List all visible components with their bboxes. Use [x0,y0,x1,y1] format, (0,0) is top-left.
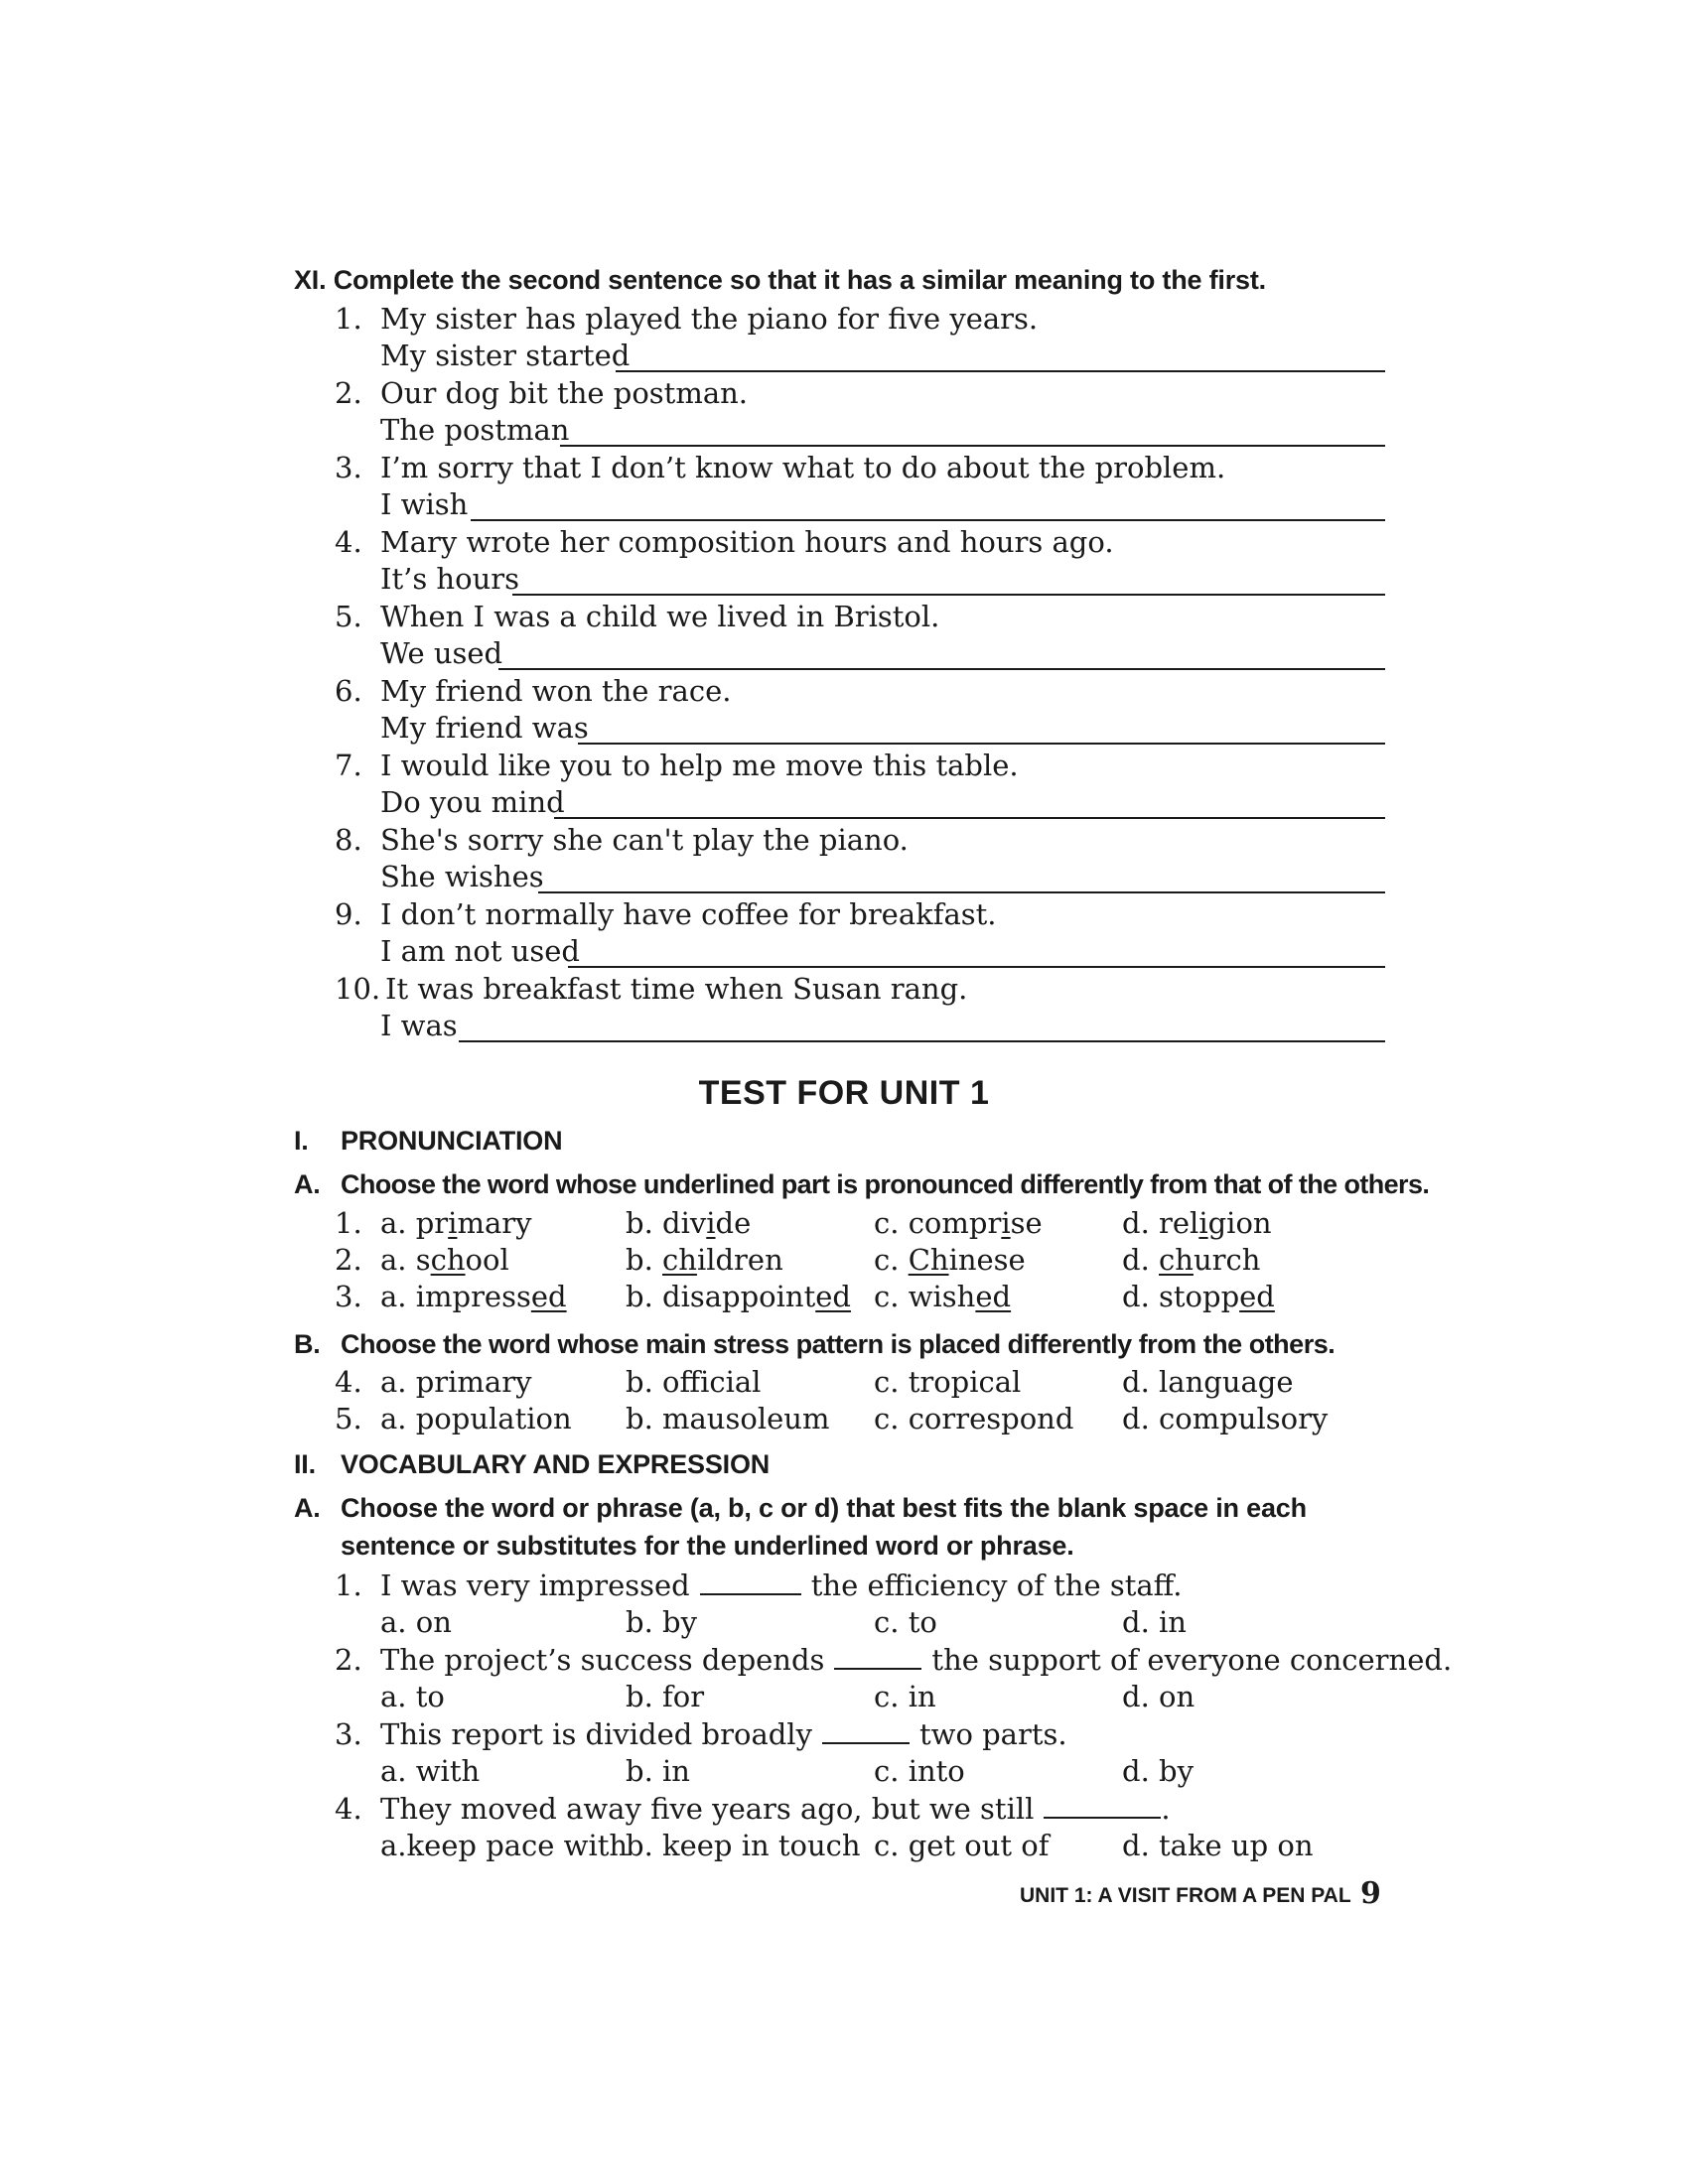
item-number: 2. [335,1243,362,1277]
item-number: 1. [335,302,362,336]
test-title: TEST FOR UNIT 1 [698,1074,990,1112]
answer-option[interactable] [380,1206,532,1240]
item-number: 5. [335,600,362,633]
answer-blank[interactable] [498,668,1385,670]
option-letter: c. [874,1206,900,1240]
answer-option[interactable] [874,1754,965,1788]
option-word: in [662,1754,690,1788]
option-letter: a. [380,1280,407,1313]
footer-unit-label: UNIT 1: A VISIT FROM A PEN PAL [1020,1884,1351,1907]
item-sentence: Our dog bit the postman. [380,376,749,410]
option-word: keep in touch [662,1829,861,1862]
item-prompt: We used [380,636,503,670]
underlined-part: ed [815,1280,851,1313]
answer-option[interactable] [380,1605,452,1639]
page-number: 9 [1360,1876,1381,1911]
answer-option[interactable] [380,1754,480,1788]
option-letter: d. [1122,1365,1150,1399]
item-number: 5. [335,1402,362,1435]
option-word: compulsory [1159,1402,1329,1435]
section-number: I. [294,1126,309,1156]
item-sentence: I’m sorry that I don’t know what to do about the problem. [380,451,1226,484]
item-prompt: It’s hours [380,562,519,596]
item-number: 3. [335,1717,362,1751]
item-sentence: It was breakfast time when Susan rang. [385,972,968,1006]
answer-option[interactable] [380,1243,509,1277]
option-letter: b. [626,1829,653,1862]
option-letter: c. [874,1680,900,1713]
answer-option[interactable] [874,1280,1011,1313]
sentence-before: This report is divided broadly [380,1717,812,1751]
answer-option[interactable] [1122,1680,1195,1713]
option-letter: d. [1122,1680,1150,1713]
answer-option[interactable] [1122,1754,1194,1788]
item-sentence: I don’t normally have coffee for breakfast. [380,897,997,931]
underlined-part: i [1198,1206,1208,1240]
option-word: on [415,1605,452,1639]
answer-option[interactable] [626,1605,697,1639]
answer-option[interactable] [874,1365,1021,1399]
answer-option[interactable] [874,1829,1050,1862]
part-letter: A. [294,1169,321,1199]
item-prompt: Do you mind [380,785,565,819]
section-heading-vocabulary: VOCABULARY AND EXPRESSION [341,1449,771,1479]
option-letter: b. [626,1206,653,1240]
option-word: primary [415,1365,532,1399]
section-number: II. [294,1449,316,1479]
item-prompt: She wishes [380,860,544,893]
item-number: 4. [335,525,362,559]
item-sentence: I would like you to help me move this table. [380,749,1019,782]
option-letter: d. [1122,1206,1150,1240]
option-letter: a. [380,1402,407,1435]
answer-option[interactable] [1122,1829,1314,1862]
option-letter: b. [626,1280,653,1313]
answer-blank[interactable] [700,1570,801,1595]
item-prompt: My sister started [380,339,631,372]
sentence-before: The project’s success depends [380,1643,825,1677]
option-letter: d. [1122,1280,1150,1313]
option-word: get out of [908,1829,1050,1862]
item-prompt: The postman [380,413,570,447]
word-part: pr [415,1206,449,1240]
underlined-part: ed [975,1280,1012,1313]
option-letter: a. [380,1605,407,1639]
option-word: official [662,1365,762,1399]
answer-option[interactable] [1122,1243,1260,1277]
option-word: in [1159,1605,1187,1639]
answer-option[interactable] [1122,1605,1187,1639]
underlined-part: ch [430,1243,466,1277]
option-word: by [662,1605,697,1639]
option-word: to [908,1605,937,1639]
answer-option[interactable] [874,1680,936,1713]
question-sentence [380,1643,1452,1677]
underlined-part: i [448,1206,458,1240]
word-part: rel [1159,1206,1199,1240]
item-number: 6. [335,674,362,708]
answer-option[interactable] [874,1206,1043,1240]
option-letter: a. [380,1754,407,1788]
answer-option[interactable] [874,1605,937,1639]
option-letter: d. [1122,1754,1150,1788]
answer-blank[interactable] [578,743,1385,745]
answer-option[interactable] [380,1365,531,1399]
question-sentence [380,1717,1067,1751]
item-sentence: When I was a child we lived in Bristol. [380,600,940,633]
word-part: compr [908,1206,1002,1240]
underlined-part: ch [1159,1243,1194,1277]
section-xi-heading: XI. Complete the second sentence so that it has a similar meaning to the first. [294,265,1266,295]
option-letter: b. [626,1402,653,1435]
option-letter: b. [626,1605,653,1639]
item-prompt: I was [380,1009,458,1042]
item-prompt: I wish [380,487,469,521]
answer-option[interactable] [626,1402,829,1435]
option-word: in [908,1680,936,1713]
option-letter: b. [626,1243,653,1277]
item-number: 1. [335,1206,362,1240]
item-number: 8. [335,823,362,857]
option-letter: b. [626,1680,653,1713]
word-part: gion [1207,1206,1272,1240]
option-word: take up on [1159,1829,1314,1862]
item-number: 7. [335,749,362,782]
item-sentence: She's sorry she can't play the piano. [380,823,909,857]
option-word: for [662,1680,705,1713]
part-letter: A. [294,1493,321,1523]
word-part: ool [465,1243,509,1277]
option-letter: c. [874,1605,900,1639]
part-b-instruction: Choose the word whose main stress pattern is placed differently from the others. [341,1329,1336,1359]
underlined-part: Ch [908,1243,949,1277]
answer-blank[interactable] [554,817,1385,819]
option-letter: d. [1122,1829,1150,1862]
answer-option[interactable] [626,1829,861,1862]
answer-option[interactable] [626,1206,751,1240]
option-word: mausoleum [662,1402,830,1435]
item-sentence: My sister has played the piano for five years. [380,302,1039,336]
answer-option[interactable] [380,1680,445,1713]
item-number: 10. [335,972,381,1006]
word-part: ildren [696,1243,783,1277]
answer-blank[interactable] [538,891,1385,893]
option-letter: a. [380,1680,407,1713]
answer-option[interactable] [1122,1402,1328,1435]
answer-option[interactable] [1122,1365,1294,1399]
answer-option[interactable] [626,1280,851,1313]
answer-blank[interactable] [616,370,1385,372]
answer-blank[interactable] [459,1040,1385,1042]
answer-blank[interactable] [1044,1793,1161,1819]
option-word: population [415,1402,572,1435]
section-heading-pronunciation: PRONUNCIATION [341,1126,563,1156]
answer-blank[interactable] [512,594,1385,596]
underlined-part: ch [662,1243,697,1277]
answer-option[interactable] [626,1243,783,1277]
item-number: 2. [335,376,362,410]
option-letter: c. [874,1754,900,1788]
sentence-after: two parts. [918,1717,1067,1751]
answer-option[interactable] [380,1829,628,1862]
word-part: impress [415,1280,531,1313]
item-number: 4. [335,1365,362,1399]
underlined-part: i [1001,1206,1011,1240]
option-letter: c. [874,1280,900,1313]
option-letter: a. [380,1365,407,1399]
option-word: keep pace with [406,1829,629,1862]
sentence-before: I was very impressed [380,1569,690,1602]
option-word: with [415,1754,481,1788]
answer-option[interactable] [626,1680,704,1713]
underlined-part: ed [530,1280,567,1313]
item-number: 1. [335,1569,362,1602]
answer-blank[interactable] [560,445,1385,447]
option-word: tropical [908,1365,1022,1399]
option-word: language [1159,1365,1294,1399]
sentence-before: They moved away five years ago, but we still [380,1792,1035,1826]
word-part: wish [908,1280,976,1313]
option-word: into [908,1754,965,1788]
option-letter: c. [874,1829,900,1862]
answer-blank[interactable] [822,1718,910,1744]
word-part: de [715,1206,752,1240]
word-part: stopp [1159,1280,1240,1313]
item-number: 3. [335,1280,362,1313]
option-word: by [1159,1754,1194,1788]
answer-option[interactable] [380,1402,572,1435]
sentence-after: . [1161,1792,1171,1826]
word-part: div [662,1206,707,1240]
part-a-instruction: Choose the word whose underlined part is pronounced differently from that of the others. [341,1169,1430,1199]
sentence-after: the efficiency of the staff. [810,1569,1183,1602]
answer-option[interactable] [874,1402,1073,1435]
option-word: on [1159,1680,1196,1713]
option-letter: b. [626,1365,653,1399]
word-part: se [1010,1206,1043,1240]
item-prompt: My friend was [380,711,589,745]
answer-option[interactable] [626,1365,761,1399]
answer-option[interactable] [626,1754,690,1788]
option-letter: c. [874,1365,900,1399]
underlined-part: i [706,1206,716,1240]
item-number: 2. [335,1643,362,1677]
option-letter: b. [626,1754,653,1788]
option-letter: c. [874,1402,900,1435]
item-number: 3. [335,451,362,484]
answer-option[interactable] [874,1243,1026,1277]
answer-blank[interactable] [834,1644,921,1670]
word-part: disappoint [662,1280,816,1313]
option-word: to [415,1680,445,1713]
answer-option[interactable] [380,1280,567,1313]
answer-option[interactable] [1122,1206,1272,1240]
option-word: correspond [908,1402,1074,1435]
item-sentence: My friend won the race. [380,674,732,708]
question-sentence [380,1569,1182,1602]
vocab-instruction-line1: Choose the word or phrase (a, b, c or d) that best fits the blank space in each [341,1493,1307,1523]
answer-blank[interactable] [568,966,1385,968]
item-number: 9. [335,897,362,931]
option-letter: c. [874,1243,900,1277]
word-part: s [415,1243,431,1277]
vocab-instruction-line2: sentence or substitutes for the underlined word or phrase. [341,1531,1074,1561]
option-letter: d. [1122,1605,1150,1639]
option-letter: a. [380,1829,407,1862]
item-prompt: I am not used [380,934,580,968]
word-part: mary [457,1206,532,1240]
option-letter: d. [1122,1243,1150,1277]
answer-option[interactable] [1122,1280,1275,1313]
option-letter: a. [380,1206,407,1240]
option-letter: d. [1122,1402,1150,1435]
sentence-after: the support of everyone concerned. [931,1643,1453,1677]
word-part: inese [948,1243,1026,1277]
answer-blank[interactable] [471,519,1385,521]
part-letter: B. [294,1329,321,1359]
item-sentence: Mary wrote her composition hours and hours ago. [380,525,1114,559]
question-sentence [380,1792,1171,1826]
item-number: 4. [335,1792,362,1826]
word-part: urch [1193,1243,1261,1277]
option-letter: a. [380,1243,407,1277]
underlined-part: ed [1239,1280,1275,1313]
